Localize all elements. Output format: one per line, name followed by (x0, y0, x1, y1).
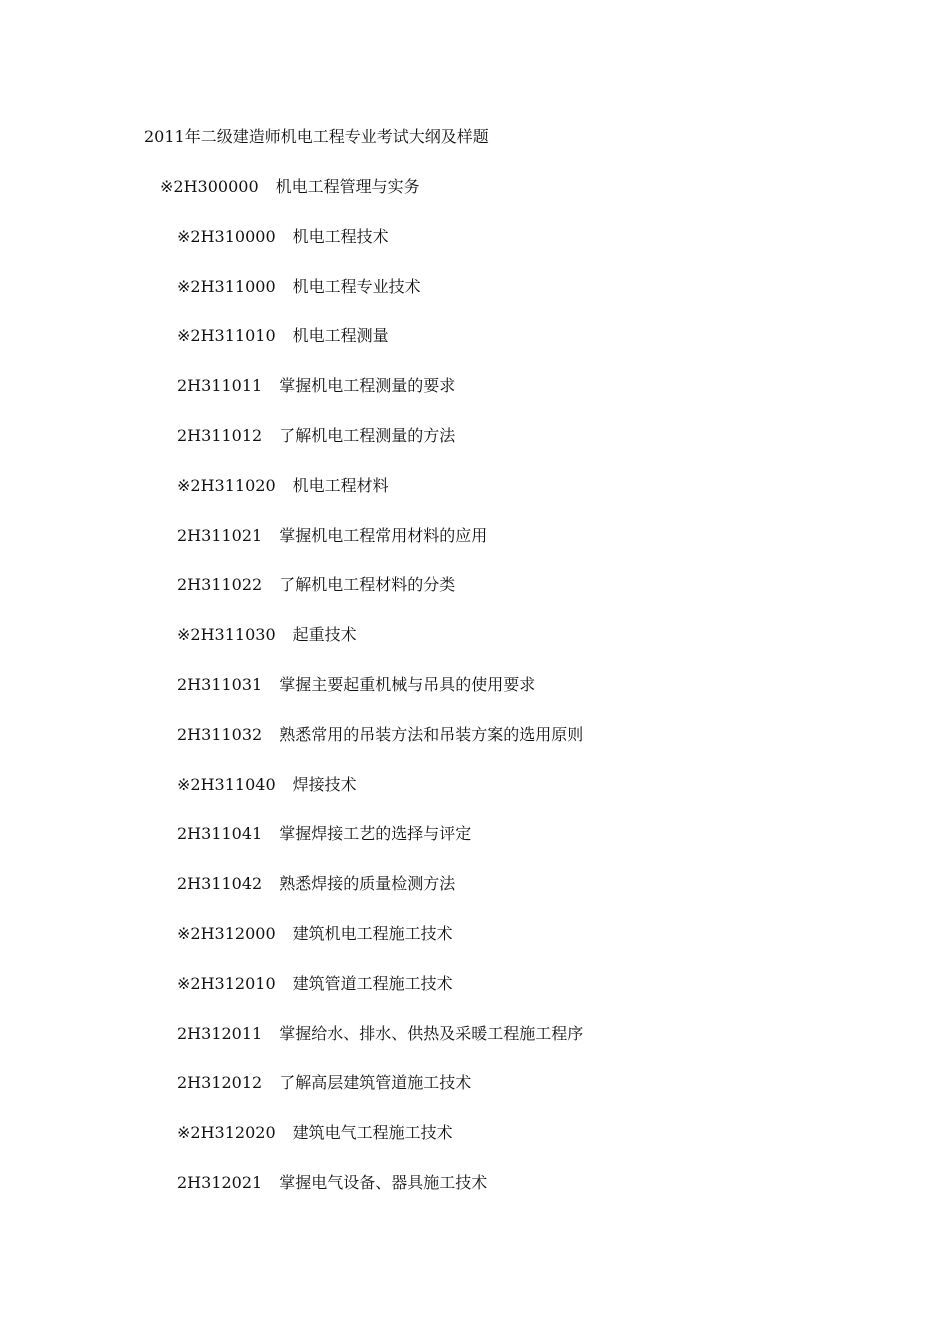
outline-item-code: 2H311032 (177, 724, 263, 744)
outline-item (0, 574, 950, 624)
outline-item-code: ※2H311040 (177, 774, 276, 794)
outline-item (0, 425, 950, 475)
outline-item-code: 2H312012 (177, 1073, 263, 1093)
outline-item (0, 774, 950, 824)
outline-item-code: 2H311042 (177, 874, 263, 894)
outline-item-code: 2H311022 (177, 575, 263, 595)
document-title: 2011年二级建造师机电工程专业考试大纲及样题 (144, 127, 489, 146)
outline-item-code: ※2H310000 (177, 226, 276, 246)
outline-item (0, 1072, 950, 1122)
outline-item-text: 机电工程专业技术 (292, 276, 421, 296)
outline-item-text: 掌握主要起重机械与吊具的使用要求 (279, 674, 536, 694)
outline-item-code: ※2H311000 (177, 276, 276, 296)
outline-list (0, 176, 950, 1222)
outline-item-text: 了解机电工程测量的方法 (279, 425, 456, 445)
outline-item-text: 机电工程材料 (292, 475, 389, 495)
outline-item-code: 2H311011 (177, 376, 263, 396)
outline-item-code: ※2H312000 (177, 923, 276, 943)
outline-item-text: 掌握电气设备、器具施工技术 (279, 1172, 488, 1192)
outline-item-text: 掌握机电工程常用材料的应用 (279, 525, 488, 545)
outline-item (0, 724, 950, 774)
outline-item-text: 机电工程技术 (292, 226, 389, 246)
outline-item (0, 823, 950, 873)
outline-item-text: 掌握焊接工艺的选择与评定 (279, 824, 472, 844)
outline-item (0, 973, 950, 1023)
outline-item (0, 624, 950, 674)
outline-item-text: 熟悉焊接的质量检测方法 (279, 874, 456, 894)
outline-item-text: 了解机电工程材料的分类 (279, 575, 456, 595)
outline-item (0, 525, 950, 575)
outline-item-code: 2H311021 (177, 525, 263, 545)
outline-item-code: ※2H311010 (177, 326, 276, 346)
outline-item-code: 2H312011 (177, 1023, 263, 1043)
outline-item (0, 674, 950, 724)
outline-item-code: ※2H311020 (177, 475, 276, 495)
outline-item-text: 建筑管道工程施工技术 (292, 973, 453, 993)
outline-item (0, 375, 950, 425)
outline-item (0, 325, 950, 375)
outline-item-code: ※2H312010 (177, 973, 276, 993)
outline-item-code: ※2H311030 (177, 625, 276, 645)
outline-item (0, 1122, 950, 1172)
outline-item (0, 1172, 950, 1222)
outline-item-text: 掌握给水、排水、供热及采暖工程施工程序 (279, 1023, 584, 1043)
outline-item-text: 建筑机电工程施工技术 (292, 923, 453, 943)
outline-item-code: 2H311012 (177, 425, 263, 445)
outline-item-text: 建筑电气工程施工技术 (292, 1123, 453, 1143)
outline-item-text: 机电工程管理与实务 (275, 177, 420, 196)
outline-item-code: ※2H300000 (160, 177, 259, 196)
outline-item-text: 熟悉常用的吊装方法和吊装方案的选用原则 (279, 724, 584, 744)
outline-item-code: 2H311031 (177, 674, 263, 694)
outline-item (0, 923, 950, 973)
outline-item-code: 2H311041 (177, 824, 263, 844)
outline-item (0, 176, 950, 226)
outline-item-code: ※2H312020 (177, 1123, 276, 1143)
outline-item-text: 焊接技术 (292, 774, 357, 794)
outline-item-text: 机电工程测量 (292, 326, 389, 346)
outline-item-text: 了解高层建筑管道施工技术 (279, 1073, 472, 1093)
outline-item (0, 1023, 950, 1073)
outline-item (0, 276, 950, 326)
outline-item (0, 873, 950, 923)
outline-item (0, 475, 950, 525)
outline-item-text: 起重技术 (292, 625, 357, 645)
outline-item (0, 226, 950, 276)
outline-item-code: 2H312021 (177, 1172, 263, 1192)
outline-item-text: 掌握机电工程测量的要求 (279, 376, 456, 396)
